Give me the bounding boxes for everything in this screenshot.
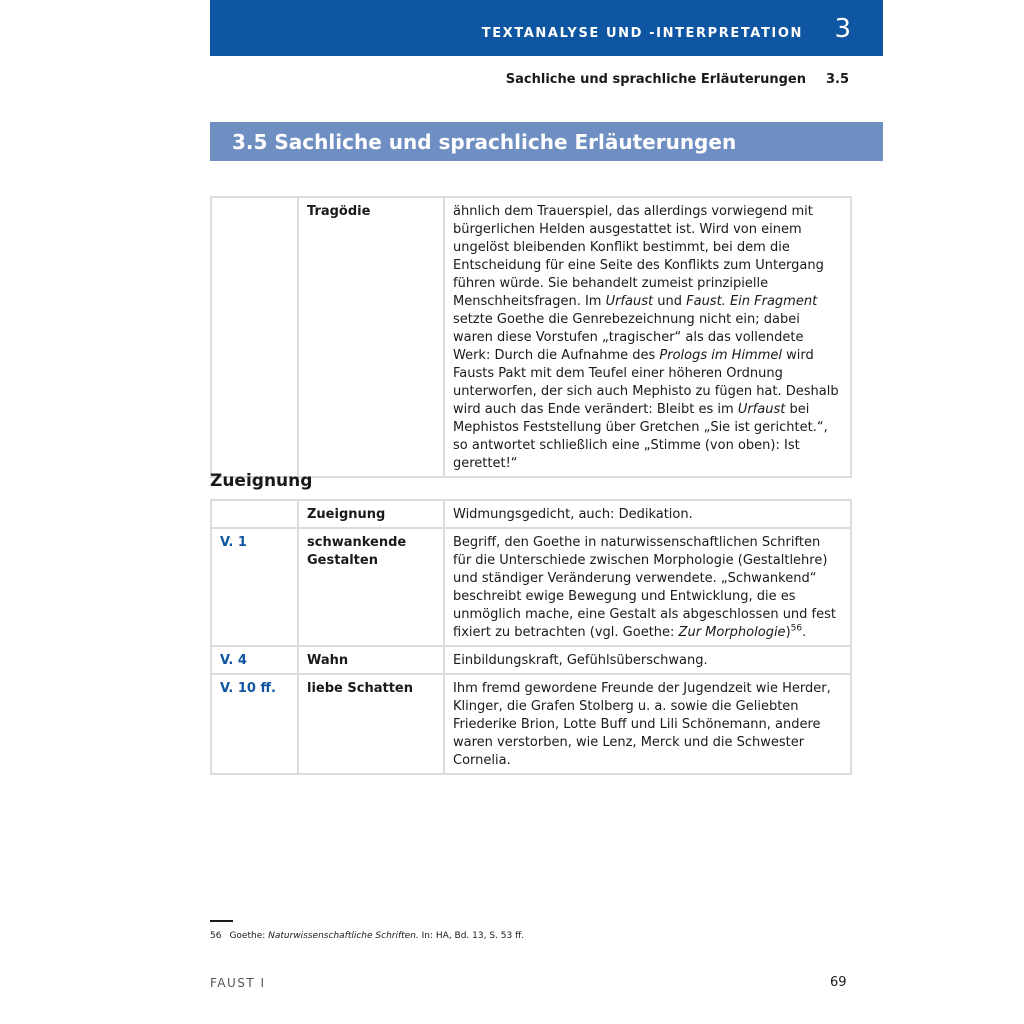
footnote-reference: 56 xyxy=(790,623,803,634)
verse-cell xyxy=(211,197,298,477)
verse-cell xyxy=(211,500,298,528)
table-row xyxy=(211,197,851,477)
book-title: FAUST I xyxy=(210,976,266,990)
chapter-title: TEXTANALYSE UND -INTERPRETATION xyxy=(481,26,803,41)
definition-cell: Einbildungskraft, Gefühlsüberschwang. xyxy=(444,646,851,674)
term-cell: Wahn xyxy=(298,646,444,674)
footnote-number: 56 xyxy=(210,931,222,941)
term-cell: schwankende Gestalten xyxy=(298,528,444,646)
page-number: 69 xyxy=(830,975,847,990)
term-cell: Tragödie xyxy=(298,197,444,477)
subsection-title: Sachliche und sprachliche Erläuterungen xyxy=(505,72,806,87)
glossary-table-tragoedie xyxy=(210,196,852,478)
running-subheader xyxy=(506,72,849,87)
term-cell: liebe Schatten xyxy=(298,674,444,774)
table-row xyxy=(211,500,851,528)
section-heading: 3.5 Sachliche und sprachliche Erläuterungen xyxy=(232,130,737,154)
chapter-number: 3 xyxy=(834,14,851,44)
table-row xyxy=(211,674,851,774)
zueignung-heading: Zueignung xyxy=(210,471,313,491)
footnote-divider xyxy=(210,920,233,922)
table-row xyxy=(211,646,851,674)
verse-cell: V. 4 xyxy=(211,646,298,674)
definition-cell: ähnlich dem Trauerspiel, das allerdings vorwiegend mit bürgerlichen Helden ausgestattet ist. Wird von einem ungelöst bleibenden Konflikt bestimmt, bei dem die Entscheidung für eine Seite des Konflikts zum Untergang führen würde. Sie behandelt zumeist prinzipielle Menschheitsfragen. Im Urfaust und Faust. Ein Fragment setzte Goethe die Genrebezeichnung nicht ein; dabei waren diese Vorstufen „tragischer“ als das vollendete Werk: Durch die Aufnahme des Prologs im Himmel wird Fausts Pakt mit dem Teufel einer höheren Ordnung unterworfen, der sich auch Mephisto zu fügen hat. Deshalb wird auch das Ende verändert: Bleibt es im Urfaust bei Mephistos Feststellung über Gretchen „Sie ist gerichtet.“, so antwortet schließlich eine „Stimme (von oben): Ist gerettet!“ xyxy=(444,197,851,477)
table-row xyxy=(211,528,851,646)
definition-cell: Begriff, den Goethe in naturwissenschaftlichen Schriften für die Unterschiede zwischen Morphologie (Gestaltlehre) und ständiger Veränderung verwendete. „Schwankend“ beschreibt ewige Bewegung und Entwicklung, die es unmöglich mache, eine Gestalt als abgeschlossen und fest fixiert zu betrachten (vgl. Goethe: Zur Morphologie)$^{56}$. xyxy=(444,528,851,646)
glossary-table-zueignung xyxy=(210,499,852,775)
subsection-number: 3.5 xyxy=(825,72,849,87)
definition-cell: Ihm fremd gewordene Freunde der Jugendzeit wie Herder, Klinger, die Grafen Stolberg u. a. sowie die Geliebten Friederike Brion, Lotte Buff und Lili Schönemann, andere waren verstorben, wie Lenz, Merck und die Schwester Cornelia. xyxy=(444,674,851,774)
chapter-header-bar xyxy=(210,0,883,56)
term-cell: Zueignung xyxy=(298,500,444,528)
definition-cell: Widmungsgedicht, auch: Dedikation. xyxy=(444,500,851,528)
footnote: 56 Goethe: Naturwissenschaftliche Schriften. In: HA, Bd. 13, S. 53 ff. xyxy=(210,931,525,941)
verse-cell: V. 1 xyxy=(211,528,298,646)
section-heading-bar xyxy=(210,122,883,161)
verse-cell: V. 10 ff. xyxy=(211,674,298,774)
